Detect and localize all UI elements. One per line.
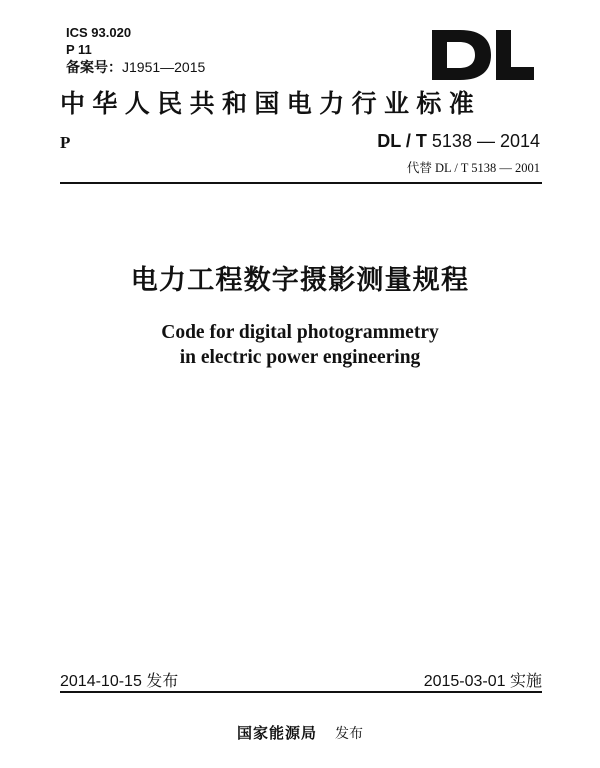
- issue-date: 2014-10-15 发布: [60, 673, 179, 690]
- standard-number-value: 5138 — 2014: [426, 131, 540, 151]
- standard-category-letter: P: [60, 133, 71, 152]
- industry-standard-title: 中华人民共和国电力行业标准: [60, 89, 482, 118]
- record-number-line: [66, 59, 205, 75]
- issuer-name: 国家能源局: [236, 724, 317, 742]
- issuer-line: [0, 722, 600, 743]
- ics-code: ICS 93.020: [66, 25, 132, 40]
- document-title-english-line1: Code for digital photogrammetry: [161, 322, 439, 343]
- header-divider: [60, 182, 542, 184]
- document-title-english-line2: in electric power engineering: [179, 347, 421, 368]
- document-title-chinese: 电力工程数字摄影测量规程: [130, 265, 470, 296]
- footer-divider: [60, 691, 542, 693]
- replaces-standard: 代替 DL / T 5138 — 2001: [406, 161, 540, 175]
- record-number-label: 备案号：: [66, 59, 122, 75]
- standard-number: [377, 131, 540, 152]
- dl-logo: [432, 30, 534, 80]
- classification-code: P 11: [66, 42, 92, 57]
- dl-logo-letter-l: [496, 30, 534, 80]
- dl-logo-letter-d: [432, 30, 491, 80]
- implementation-date: 2015-03-01 实施: [423, 673, 542, 690]
- standard-number-prefix: DL / T: [377, 131, 427, 151]
- issuer-action: 发布: [335, 726, 363, 742]
- record-number-value: J1951—2015: [122, 59, 206, 75]
